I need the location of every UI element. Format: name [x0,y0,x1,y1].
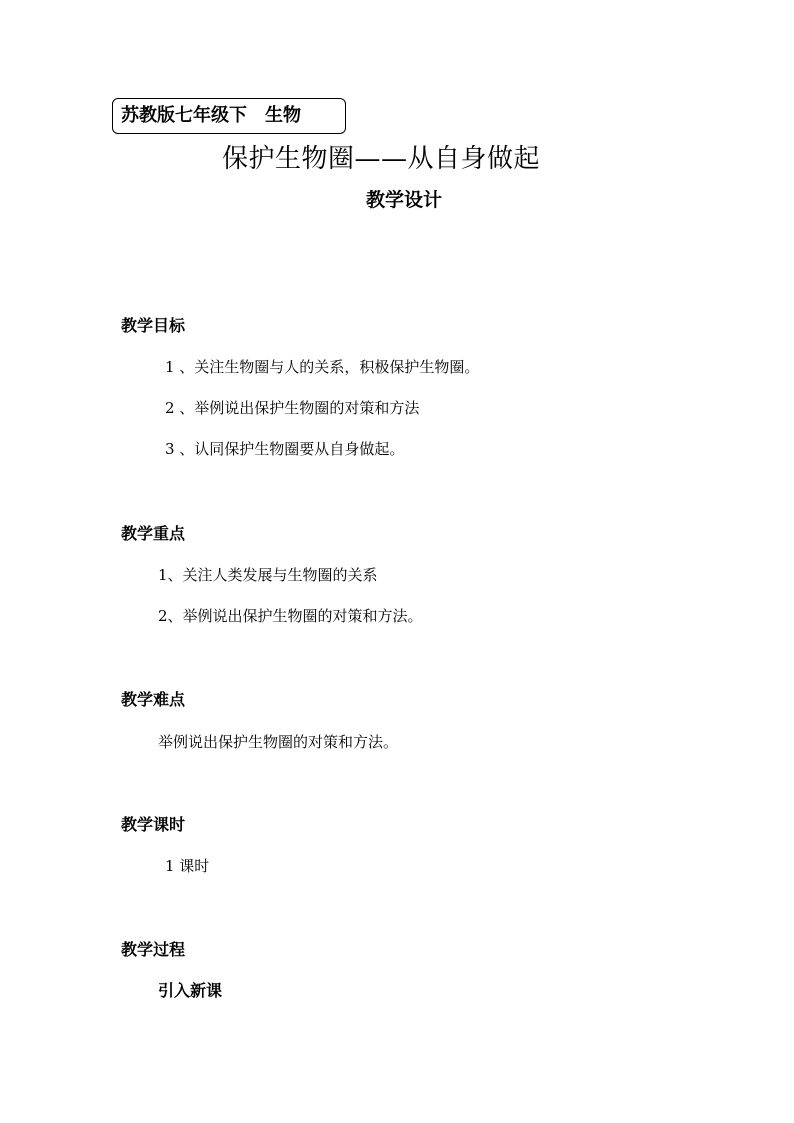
objective-item-2: 2 、举例说出保护生物圈的对策和方法 [165,399,420,417]
difficulties-heading: 教学难点 [121,690,186,709]
class-hours-value: 1 课时 [165,857,210,875]
objective-item-3: 3 、认同保护生物圈要从自身做起。 [165,440,405,458]
objective-item-1: 1 、关注生物圈与人的关系，积极保护生物圈。 [165,358,480,376]
objectives-heading: 教学目标 [121,316,186,335]
key-points-heading: 教学重点 [121,524,186,543]
key-point-item-2: 2、举例说出保护生物圈的对策和方法。 [158,607,423,625]
lesson-title: 保护生物圈——从自身做起 [222,144,541,174]
lesson-subtitle: 教学设计 [366,189,443,211]
process-sub-heading: 引入新课 [158,981,223,1000]
grade-subject-badge: 苏教版七年级下 生物 [112,98,346,134]
key-point-item-1: 1、关注人类发展与生物圈的关系 [158,566,378,584]
difficulty-item-1: 举例说出保护生物圈的对策和方法。 [158,733,399,751]
class-hours-heading: 教学课时 [121,815,186,834]
process-heading: 教学过程 [121,940,186,959]
